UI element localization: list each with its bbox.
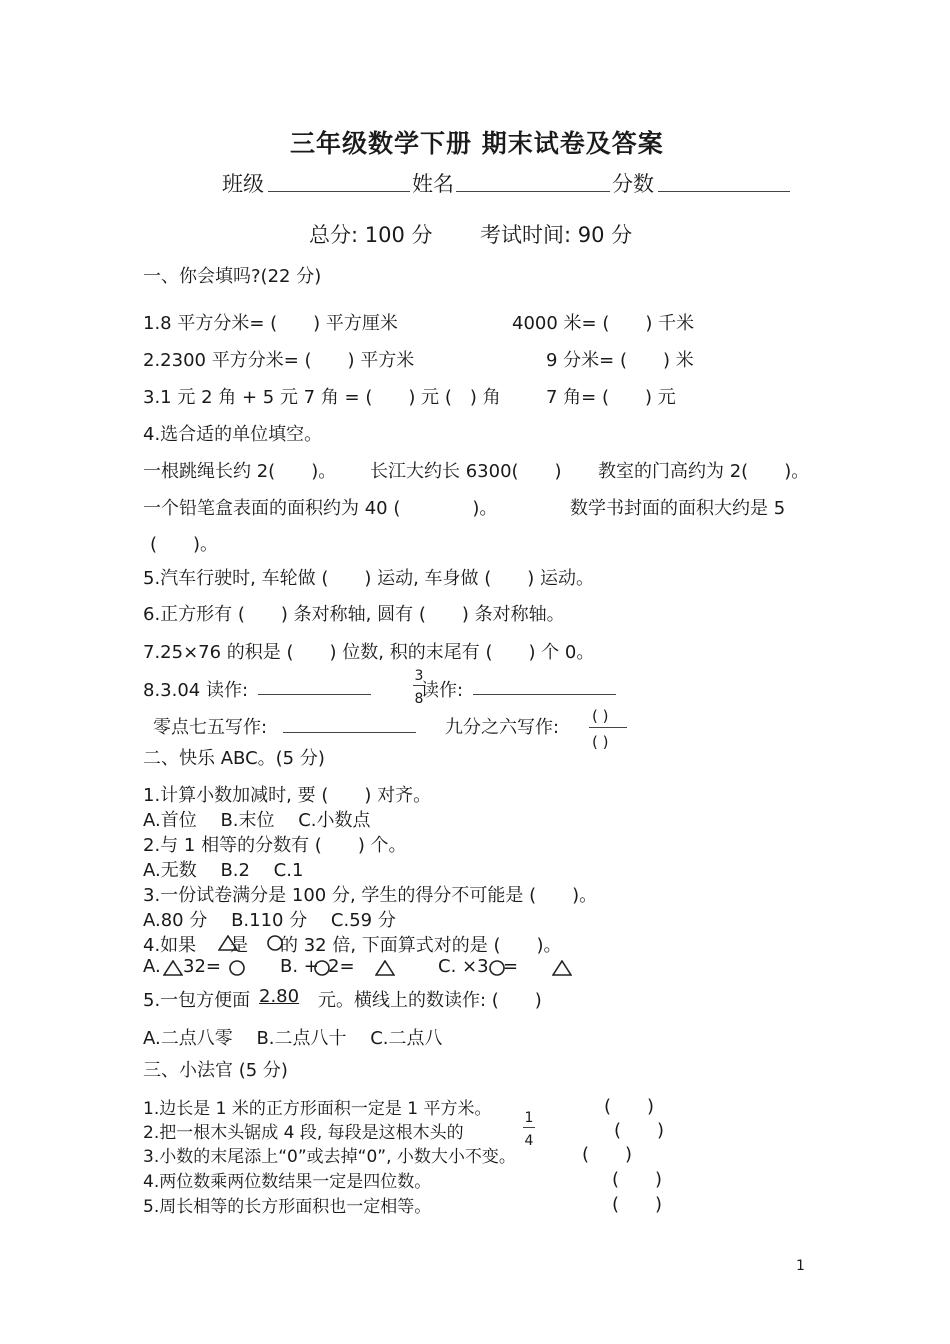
q8d-paren-bottom: ( ) (592, 733, 609, 751)
s2-q1: 1.计算小数加减时, 要 ( ) 对齐。 (143, 785, 432, 806)
s3-q5: 5.周长相等的长方形面积也一定相等。 (143, 1197, 432, 1217)
s1-q8c: 零点七五写作: (153, 717, 268, 738)
s2-q4-option-c-label: C. ×3 (438, 956, 489, 977)
s1-q6: 6.正方形有 ( ) 条对称轴, 圆有 ( ) 条对称轴。 (143, 604, 565, 625)
total-score: 总分: 100 分 (309, 223, 433, 247)
q8d-paren-top: ( ) (592, 707, 609, 725)
triangle-icon (375, 960, 395, 976)
score-label: 分数 (612, 172, 654, 196)
s3-q2-fraction-numerator: 1 (524, 1110, 534, 1126)
s3-q5-answer[interactable]: ( ) (612, 1194, 663, 1215)
score-field[interactable] (658, 191, 790, 192)
section-3-heading: 三、小法官 (5 分) (143, 1060, 288, 1081)
name-field[interactable] (456, 191, 610, 192)
s1-q3a: 3.1 元 2 角 + 5 元 7 角 = ( ) 元 ( ) 角 (143, 387, 501, 408)
q8d-fraction-bar (589, 727, 627, 728)
s3-q3: 3.小数的末尾添上“0”或去掉“0”, 小数大小不变。 (143, 1147, 516, 1167)
class-label: 班级 (222, 172, 264, 196)
s2-q4c: 的 32 倍, 下面算式对的是 ( )。 (280, 935, 562, 956)
s2-q1-options: A.首位 B.末位 C.小数点 (143, 810, 371, 831)
s1-q8a: 8.3.04 读作: (143, 680, 249, 701)
s2-q4-option-a-label: A. (143, 956, 161, 977)
s1-q4b: 长江大约长 6300( ) (370, 461, 562, 482)
s3-q2-answer[interactable]: ( ) (614, 1120, 665, 1141)
s1-q4a: 一根跳绳长约 2( )。 (143, 461, 337, 482)
s2-q4-option-b-label: B. + (280, 956, 319, 977)
s3-q1: 1.边长是 1 米的正方形面积一定是 1 平方米。 (143, 1099, 492, 1119)
page-number: 1 (796, 1258, 805, 1274)
s1-q1b: 4000 米= ( ) 千米 (512, 313, 695, 334)
q8a-answer-line[interactable] (258, 694, 371, 695)
q8-fraction-numerator: 3 (414, 668, 424, 684)
s2-q4-option-c-expr: = (503, 956, 519, 977)
s3-q2: 2.把一根木头锯成 4 段, 每段是这根木头的 (143, 1123, 464, 1143)
s1-q4e: 数学书封面的面积大约是 5 (570, 498, 786, 519)
s3-q1-answer[interactable]: ( ) (604, 1096, 655, 1117)
s2-q4a: 4.如果 (143, 935, 197, 956)
s3-q2-fraction-denominator: 4 (524, 1133, 534, 1149)
s3-q4: 4.两位数乘两位数结果一定是四位数。 (143, 1172, 432, 1192)
s2-q5a: 5.一包方便面 (143, 990, 251, 1011)
q8b-answer-line[interactable] (473, 694, 616, 695)
s2-q4-option-a-expr: 32= (183, 956, 221, 977)
s2-q3: 3.一份试卷满分是 100 分, 学生的得分不可能是 ( )。 (143, 885, 598, 906)
triangle-icon (163, 960, 183, 976)
page-title: 三年级数学下册 期末试卷及答案 (290, 129, 664, 158)
s3-q3-answer[interactable]: ( ) (582, 1144, 633, 1165)
s1-q4: 4.选合适的单位填空。 (143, 424, 323, 445)
s2-q4b: 是 (230, 935, 248, 956)
s1-q2a: 2.2300 平方分米= ( ) 平方米 (143, 350, 415, 371)
name-label: 姓名 (412, 172, 454, 196)
s1-q8b: 读作: (421, 680, 464, 701)
circle-icon (228, 960, 246, 976)
s2-q4-option-b-expr: 2= (328, 956, 355, 977)
s1-q5: 5.汽车行驶时, 车轮做 ( ) 运动, 车身做 ( ) 运动。 (143, 568, 595, 589)
s3-q4-answer[interactable]: ( ) (612, 1169, 663, 1190)
triangle-icon (552, 960, 572, 976)
s1-q7: 7.25×76 的积是 ( ) 位数, 积的末尾有 ( ) 个 0。 (143, 642, 595, 663)
s1-q3b: 7 角= ( ) 元 (546, 387, 676, 408)
q8c-answer-line[interactable] (283, 732, 416, 733)
s2-q5-options: A.二点八零 B.二点八十 C.二点八 (143, 1028, 443, 1049)
section-1-heading: 一、你会填吗?(22 分) (143, 266, 322, 287)
class-field[interactable] (268, 191, 410, 192)
s1-q4d: 一个铅笔盒表面的面积约为 40 ( )。 (143, 498, 498, 519)
s2-q2: 2.与 1 相等的分数有 ( ) 个。 (143, 835, 407, 856)
s2-q2-options: A.无数 B.2 C.1 (143, 860, 304, 881)
s1-q2b: 9 分米= ( ) 米 (546, 350, 694, 371)
s1-q4c: 教室的门高约为 2( )。 (598, 461, 810, 482)
exam-time: 考试时间: 90 分 (480, 223, 633, 247)
s2-q5-underlined-value: 2.80 (259, 986, 300, 1007)
s1-q8d: 九分之六写作: (445, 717, 560, 738)
section-2-heading: 二、快乐 ABC。(5 分) (143, 748, 325, 769)
s1-q1a: 1.8 平方分米= ( ) 平方厘米 (143, 313, 398, 334)
q8-fraction-denominator: 8 (414, 691, 424, 707)
s2-q3-options: A.80 分 B.110 分 C.59 分 (143, 910, 396, 931)
s3-q2-fraction-bar (523, 1127, 535, 1128)
s1-q4f: ( )。 (150, 534, 219, 555)
s2-q5b: 元。横线上的数读作: ( ) (318, 990, 542, 1011)
